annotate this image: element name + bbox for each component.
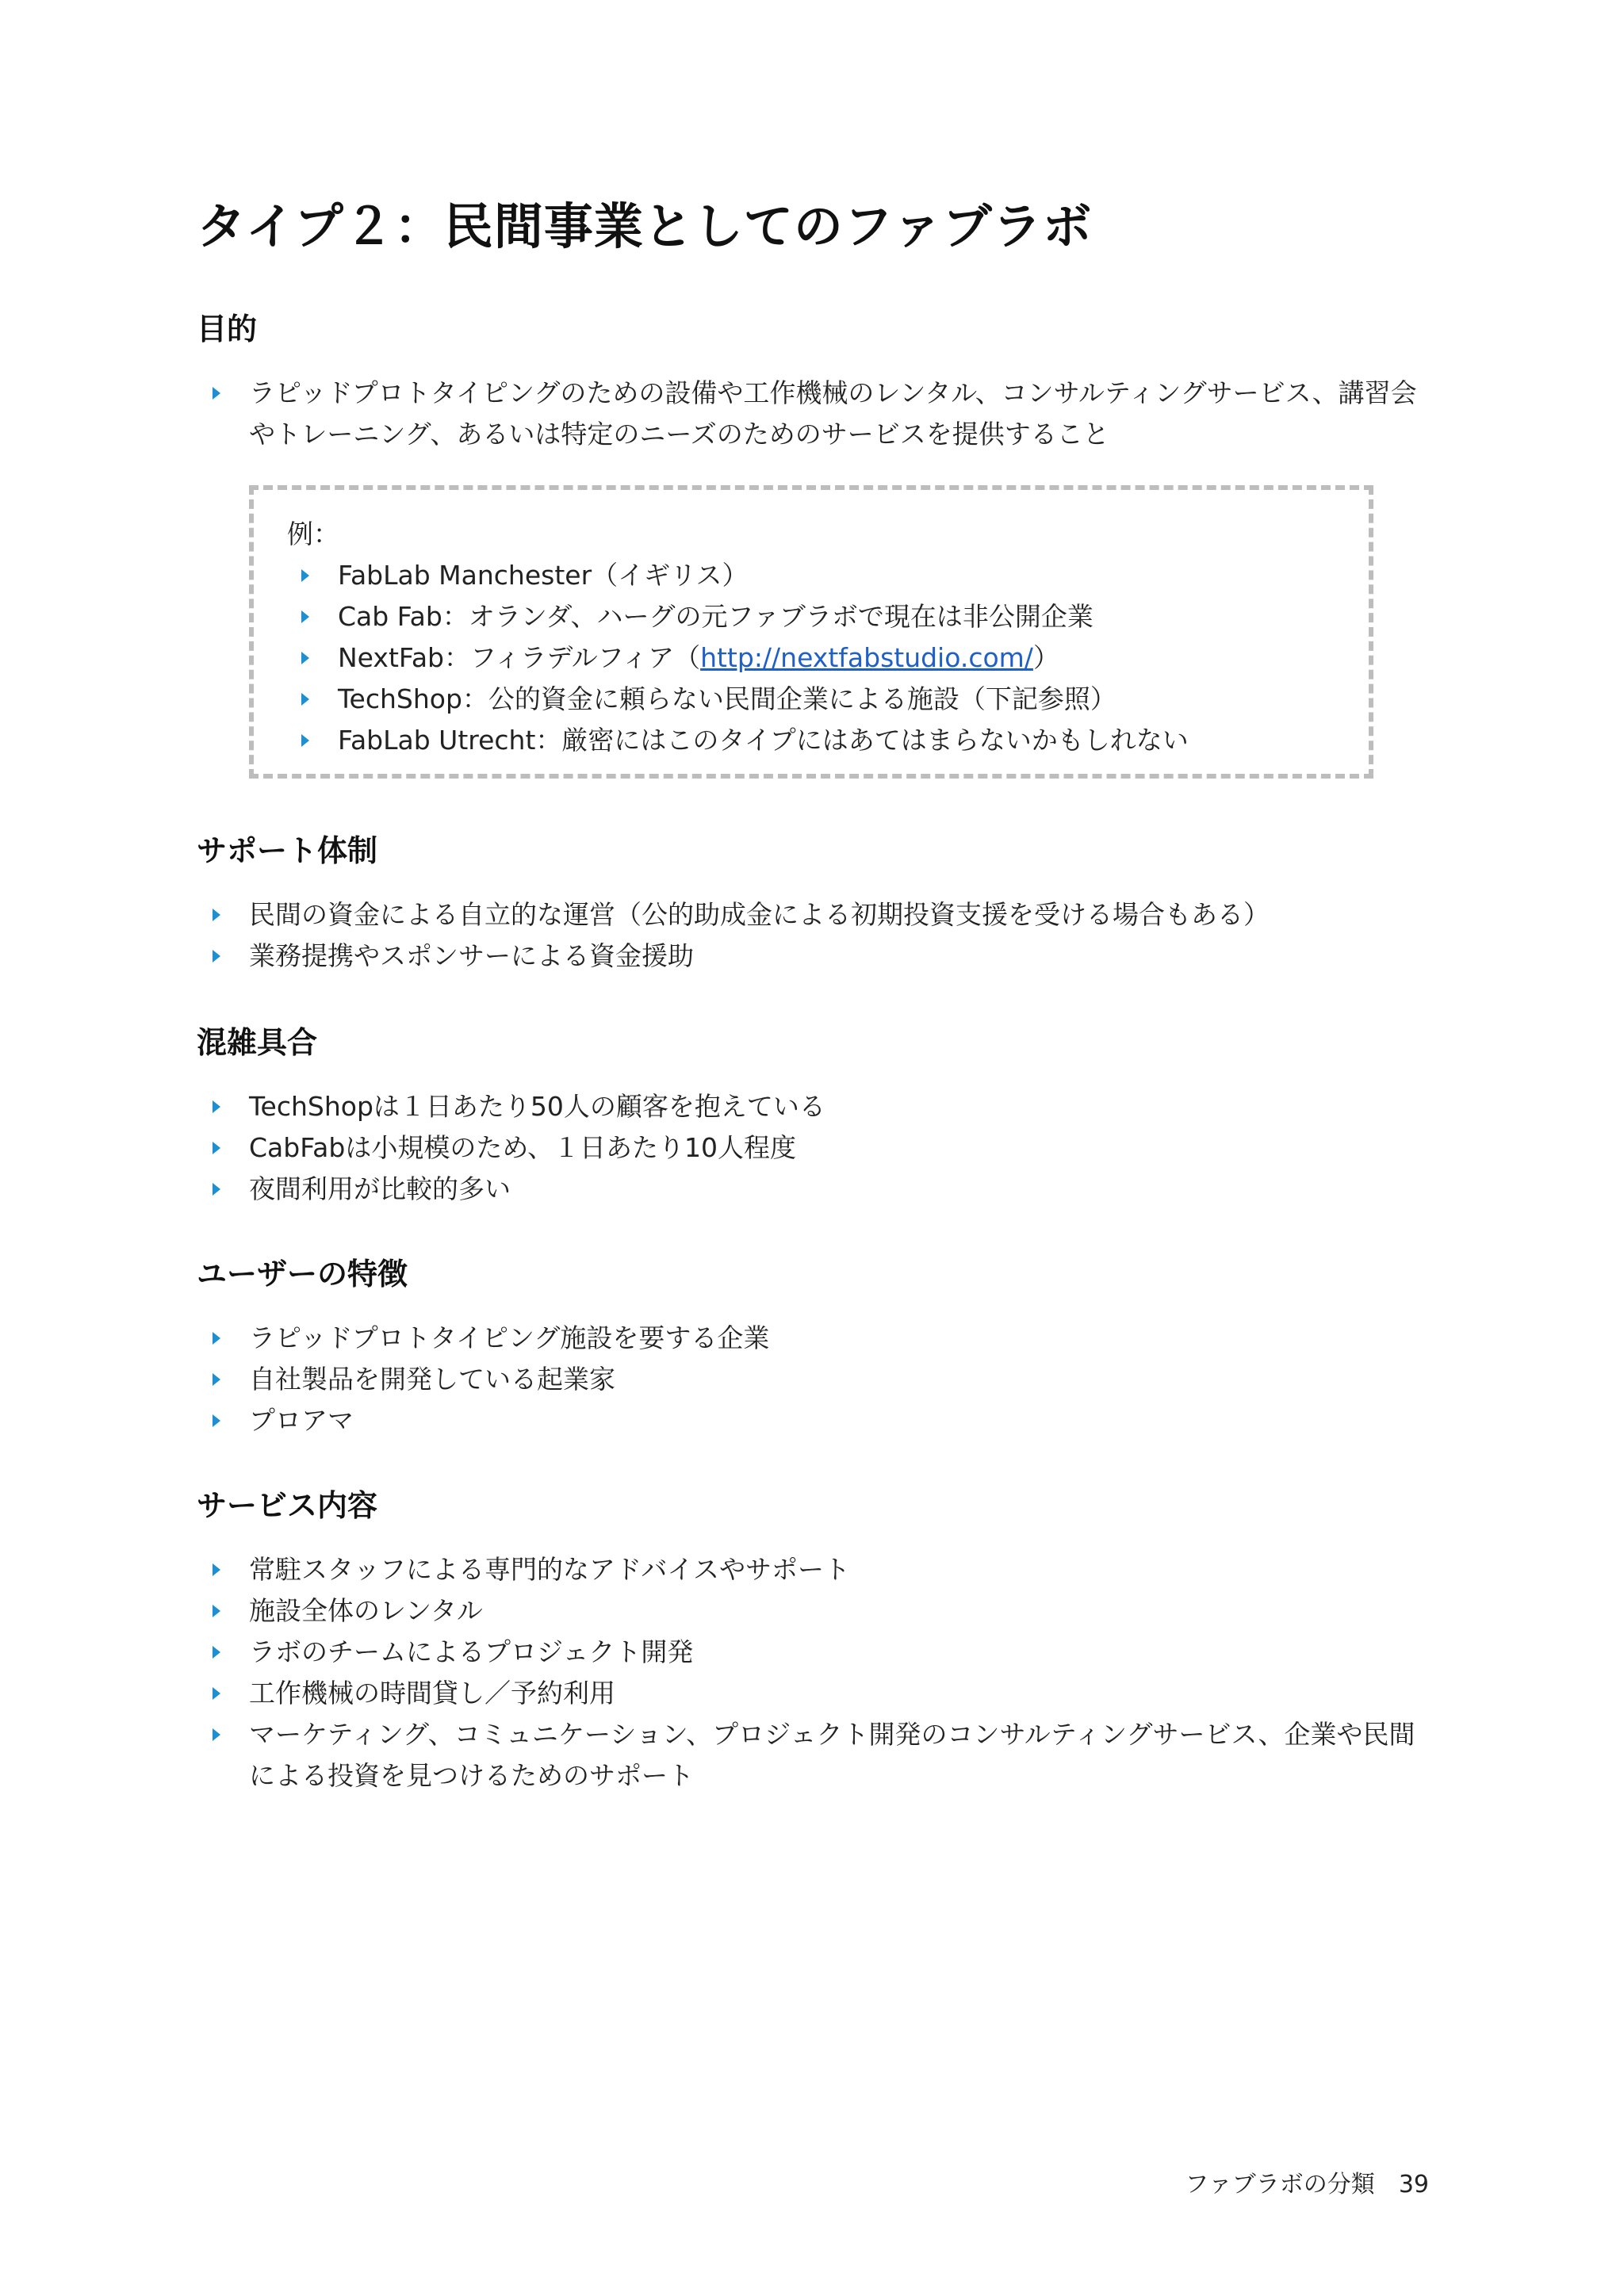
bullet-marker-icon [213,1414,220,1427]
bullet-marker-icon [213,1563,220,1576]
list-item: マーケティング、コミュニケーション、プロジェクト開発のコンサルティングサービス、企業や民間による投資を見つけるためのサポート [213,1714,1434,1797]
bullet-marker-icon [301,734,309,747]
users-list [213,1318,1434,1441]
example-box [249,485,1373,779]
list-item: TechShop：公的資金に頼らない民間企業による施設（下記参照） [301,679,1348,720]
list-item: Cab Fab：オランダ、ハーグの元ファブラボで現在は非公開企業 [301,596,1348,637]
support-heading: サポート体制 [197,833,378,868]
bullet-marker-icon [213,909,220,921]
bullet-marker-icon [213,1646,220,1659]
support-list [213,894,1434,977]
list-item: ラピッドプロトタイピングのための設備や工作機械のレンタル、コンサルティングサービス、講習会やトレーニング、あるいは特定のニーズのためのサービスを提供すること [213,373,1434,455]
bullet-marker-icon [301,610,309,623]
list-item: 民間の資金による自立的な運営（公的助成金による初期投資支援を受ける場合もある） [213,894,1434,936]
page-number: 39 [1398,2171,1429,2198]
services-list [213,1549,1434,1797]
bullet-marker-icon [301,693,309,706]
congestion-heading: 混雑具合 [197,1025,318,1060]
bullet-marker-icon [213,1183,220,1196]
purpose-list [213,373,1434,455]
list-item: CabFabは小規模のため、１日あたり10人程度 [213,1127,1434,1169]
bullet-marker-icon [213,1373,220,1386]
list-item: ラボのチームによるプロジェクト開発 [213,1632,1434,1673]
bullet-marker-icon [213,1728,220,1741]
congestion-list [213,1086,1434,1210]
bullet-marker-icon [213,1605,220,1617]
list-item: ラピッドプロトタイピング施設を要する企業 [213,1318,1434,1359]
example-label: 例： [287,519,339,549]
list-item: TechShopは１日あたり50人の顧客を抱えている [213,1086,1434,1127]
bullet-marker-icon [213,1687,220,1700]
bullet-marker-icon [213,1332,220,1345]
list-item: 施設全体のレンタル [213,1590,1434,1632]
list-item: 自社製品を開発している起業家 [213,1359,1434,1400]
list-item: 工作機械の時間貸し／予約利用 [213,1673,1434,1714]
users-heading: ユーザーの特徴 [197,1257,408,1292]
page-title: タイプ２：民間事業としてのファブラボ [197,197,1093,255]
page-footer [1185,2164,1429,2199]
nextfab-link[interactable]: http://nextfabstudio.com/ [700,642,1033,673]
bullet-marker-icon [301,569,309,582]
list-item: FabLab Utrecht：厳密にはこのタイプにはあてはまらないかもしれない [301,720,1348,761]
services-heading: サービス内容 [197,1488,378,1523]
list-item: FabLab Manchester（イギリス） [301,555,1348,596]
bullet-marker-icon [213,950,220,962]
purpose-heading: 目的 [197,312,258,346]
bullet-marker-icon [213,387,220,400]
list-item: 業務提携やスポンサーによる資金援助 [213,936,1434,977]
bullet-marker-icon [213,1100,220,1113]
list-item: 夜間利用が比較的多い [213,1169,1434,1210]
example-list [301,555,1348,761]
bullet-marker-icon [301,652,309,664]
list-item: プロアマ [213,1400,1434,1441]
list-item: 常駐スタッフによる専門的なアドバイスやサポート [213,1549,1434,1590]
footer-section-name: ファブラボの分類 [1185,2171,1375,2198]
bullet-marker-icon [213,1142,220,1154]
list-item: NextFab：フィラデルフィア（http://nextfabstudio.com/） [301,637,1348,679]
